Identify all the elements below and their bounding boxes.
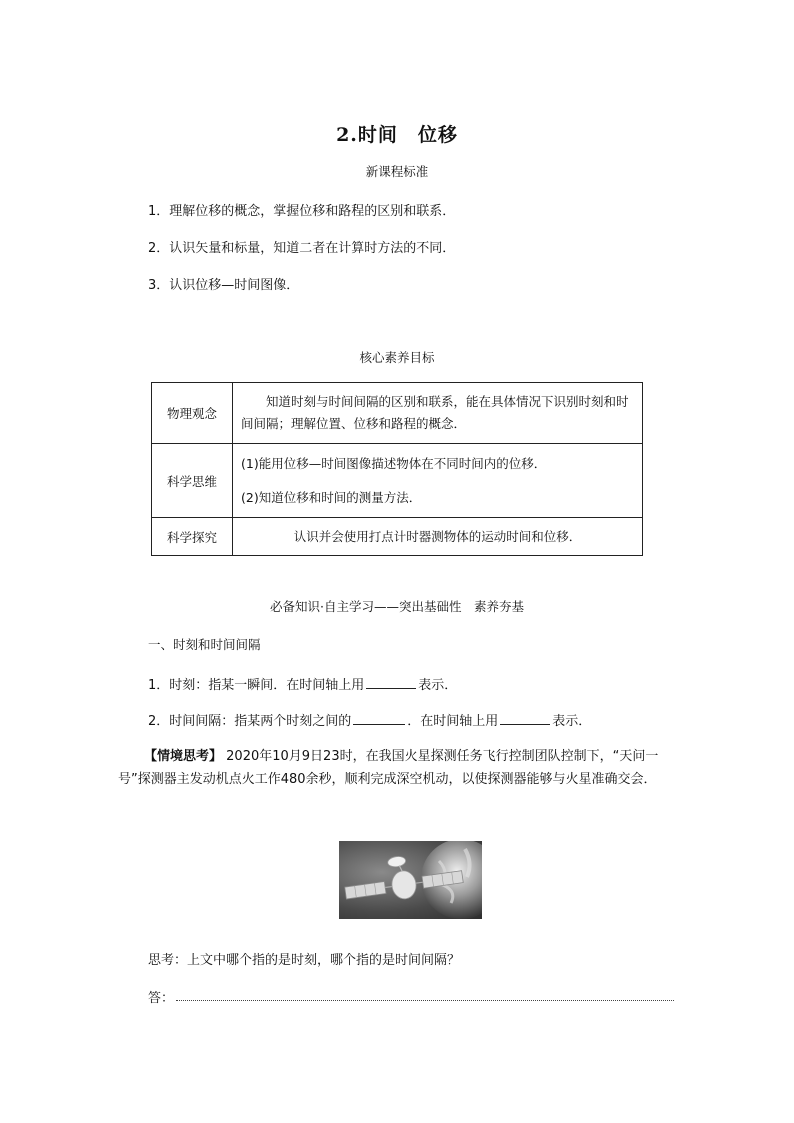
fill-in-blank[interactable] — [366, 676, 416, 689]
table-row — [152, 518, 643, 556]
sub-heading: 一、时刻和时间间隔 — [148, 637, 261, 652]
scenario-label: 【情境思考】 — [144, 749, 223, 764]
answer-input-line[interactable] — [176, 1000, 674, 1001]
knowledge-item-2 — [148, 710, 591, 729]
table-value — [233, 444, 643, 518]
scenario-paragraph — [118, 745, 678, 791]
item-text: 表示． — [418, 678, 458, 693]
probe-photo — [339, 841, 482, 919]
table-key: 科学探究 — [152, 518, 233, 556]
table-value: 认识并会使用打点计时器测物体的运动时间和位移． — [233, 518, 643, 556]
standard-heading: 新课程标准 — [365, 164, 429, 179]
page-title: 2.时间 位移 — [336, 124, 458, 146]
table-row — [152, 383, 643, 444]
table-key: 物理观念 — [152, 383, 233, 444]
item-text: ．在时间轴上用 — [407, 714, 499, 729]
item-text: 表示． — [552, 714, 592, 729]
table-value-line: (2)知道位移和时间的测量方法． — [241, 489, 422, 505]
knowledge-item-1 — [148, 674, 457, 693]
standard-item-2: 2．认识矢量和标量，知道二者在计算时方法的不同． — [148, 241, 456, 256]
knowledge-heading: 必备知识·自主学习——突出基础性 素养夯基 — [270, 599, 524, 614]
standard-item-3: 3．认识位移—时间图像． — [148, 278, 300, 293]
table-value: 知道时刻与时间间隔的区别和联系，能在具体情况下识别时刻和时间间隔；理解位置、位移和路程的概念． — [233, 383, 643, 444]
question-text: 思考：上文中哪个指的是时刻，哪个指的是时间间隔？ — [148, 953, 461, 968]
item-text: 1．时刻：指某一瞬间．在时间轴上用 — [148, 678, 365, 693]
standard-item-1: 1．理解位移的概念，掌握位移和路程的区别和联系． — [148, 204, 456, 219]
answer-label: 答： — [148, 991, 175, 1006]
table-value-line: (1)能用位移—时间图像描述物体在不同时间内的位移． — [241, 455, 547, 471]
scenario-text: 2020年10月9日23时，在我国火星探测任务飞行控制团队控制下，“天问一号”探测器主发动机点火工作480余秒，顺利完成深空机动，以使探测器能够与火星准确交会． — [118, 749, 659, 787]
core-heading: 核心素养目标 — [359, 350, 435, 365]
core-goals-table — [151, 382, 643, 556]
table-row — [152, 444, 643, 518]
fill-in-blank[interactable] — [353, 712, 405, 725]
table-key: 科学思维 — [152, 444, 233, 518]
item-text: 2．时间间隔：指某两个时刻之间的 — [148, 714, 352, 729]
satellite-illustration — [339, 841, 482, 919]
fill-in-blank[interactable] — [500, 712, 550, 725]
